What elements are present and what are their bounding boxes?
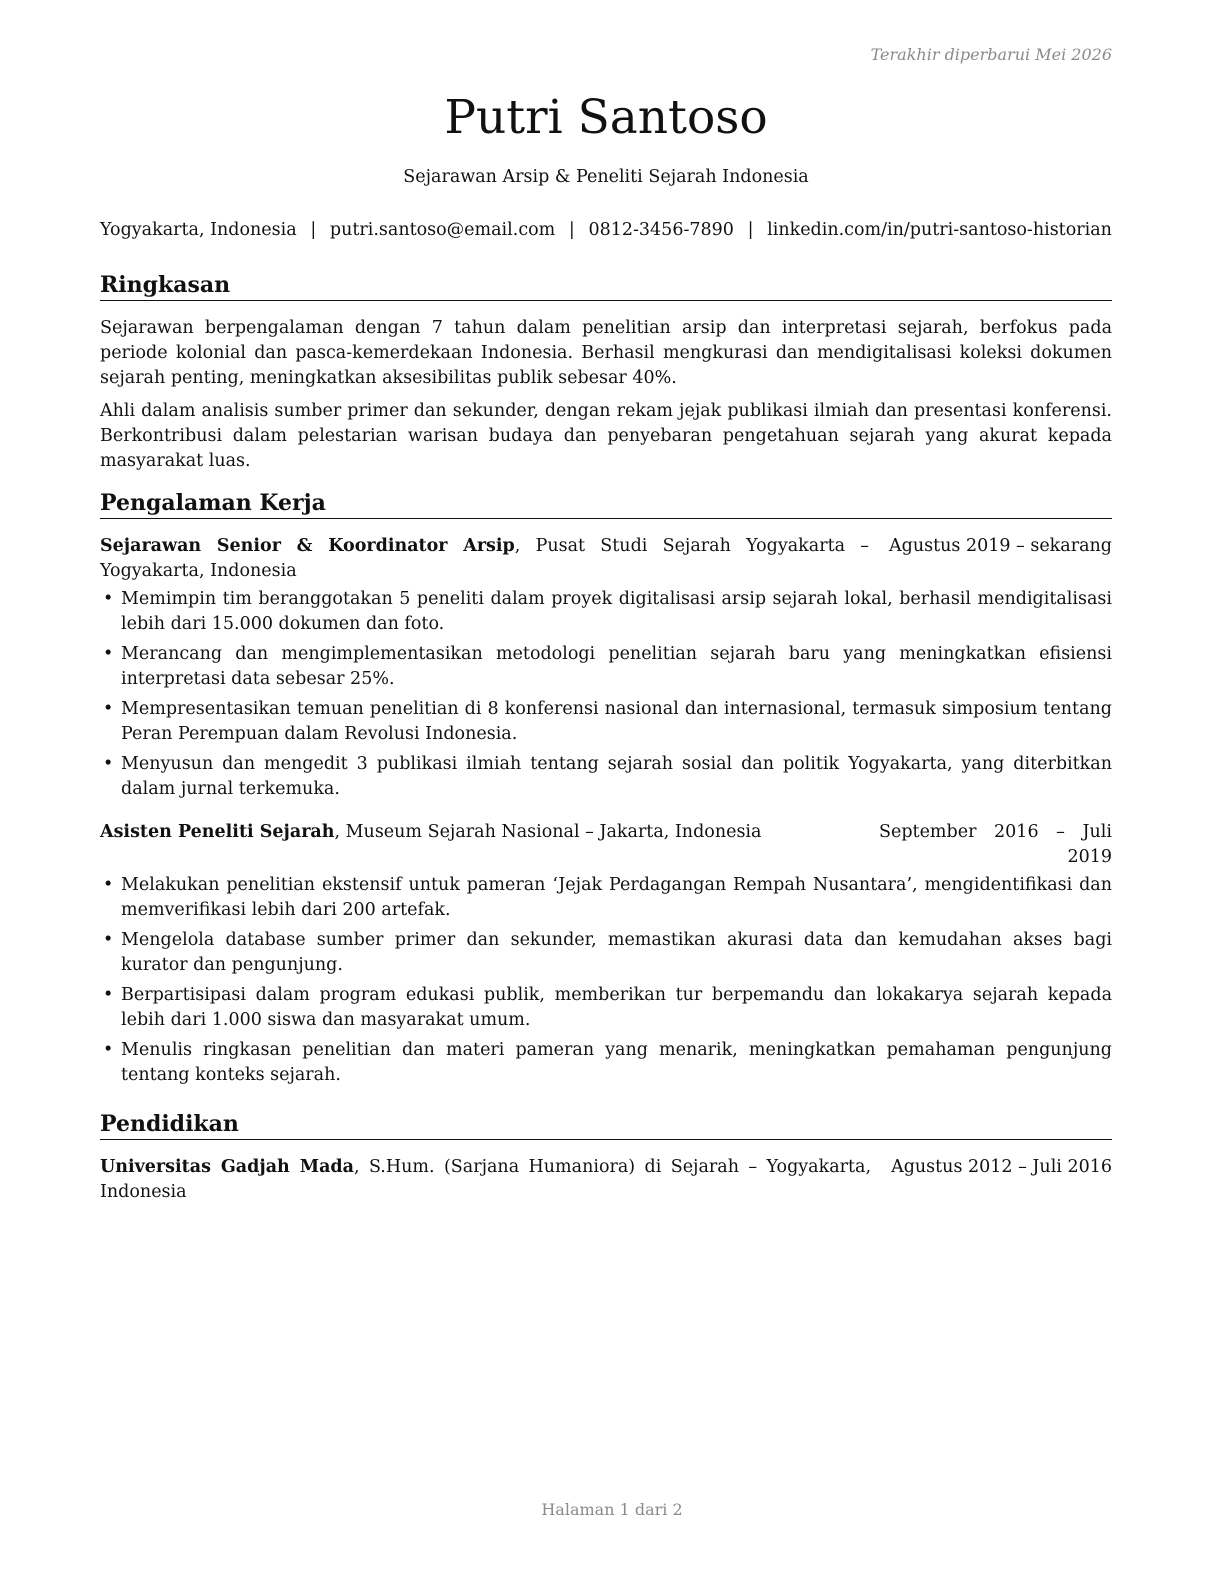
summary-section bbox=[100, 271, 1112, 474]
list-item: • Melakukan penelitian ekstensif untuk pameran ‘Jejak Perdagangan Rempah Nusantara’, mengidentifikasi dan memverifikasi lebih dari 200 artefak. bbox=[100, 873, 1112, 923]
candidate-name: Putri Santoso bbox=[444, 90, 768, 145]
separator: | bbox=[310, 220, 317, 240]
education-entry bbox=[100, 1155, 1112, 1205]
list-item: • Berpartisipasi dalam program edukasi publik, memberikan tur berpemandu dan lokakarya sejarah kepada lebih dari 1.000 siswa dan masyarakat umum. bbox=[100, 983, 1112, 1033]
contact-location: Yogyakarta, Indonesia bbox=[100, 220, 297, 240]
summary-paragraph: Sejarawan berpengalaman dengan 7 tahun dalam penelitian arsip dan interpretasi sejarah, berfokus pada periode kolonial dan pasca-kemerdekaan Indonesia. Berhasil mengkurasi dan mendigitalisasi koleksi dokumen sejarah penting, meningkatkan aksesibilitas publik sebesar 40%. bbox=[100, 318, 1112, 388]
job-entry bbox=[100, 820, 1112, 1088]
education-dates: Agustus 2012 – Juli 2016 bbox=[891, 1157, 1112, 1177]
last-updated: Terakhir diperbarui Mei 2026 bbox=[870, 45, 1112, 64]
resume-page bbox=[100, 0, 1112, 1584]
job-organization: , Museum Sejarah Nasional – Jakarta, Indonesia bbox=[334, 822, 762, 842]
contact-line bbox=[100, 220, 1112, 240]
section-title-summary: Ringkasan bbox=[100, 271, 1112, 301]
job-bullets bbox=[100, 873, 1112, 1088]
job-role: Asisten Peneliti Sejarah bbox=[100, 822, 335, 842]
contact-email[interactable]: putri.santoso@email.com bbox=[329, 220, 556, 240]
list-item: • Memimpin tim beranggotakan 5 peneliti dalam proyek digitalisasi arsip sejarah lokal, berhasil mendigitalisasi lebih dari 15.000 dokumen dan foto. bbox=[100, 587, 1112, 637]
experience-section bbox=[100, 489, 1112, 1093]
education-heading bbox=[100, 1155, 871, 1205]
list-item: • Merancang dan mengimplementasikan metodologi penelitian sejarah baru yang meningkatkan efisiensi interpretasi data sebesar 25%. bbox=[100, 642, 1112, 692]
education-section bbox=[100, 1110, 1112, 1205]
summary-paragraph: Ahli dalam analisis sumber primer dan sekunder, dengan rekam jejak publikasi ilmiah dan presentasi konferensi. Berkontribusi dalam pelestarian warisan budaya dan penyebaran pengetahuan sejarah yang akurat kepada masyarakat luas. bbox=[100, 401, 1112, 471]
job-heading bbox=[100, 820, 859, 845]
job-role: Sejarawan Senior & Koordinator Arsip bbox=[100, 536, 515, 556]
list-item: • Menulis ringkasan penelitian dan materi pameran yang menarik, meningkatkan pemahaman pengunjung tentang konteks sejarah. bbox=[100, 1038, 1112, 1088]
section-title-education: Pendidikan bbox=[100, 1110, 1112, 1140]
separator: | bbox=[747, 220, 754, 240]
education-school: Universitas Gadjah Mada bbox=[100, 1157, 354, 1177]
page-number: Halaman 1 dari 2 bbox=[541, 1500, 683, 1519]
list-item: • Mempresentasikan temuan penelitian di 8 konferensi nasional dan internasional, termasuk simposium tentang Peran Perempuan dalam Revolusi Indonesia. bbox=[100, 697, 1112, 747]
separator: | bbox=[568, 220, 575, 240]
job-bullets bbox=[100, 587, 1112, 802]
job-heading bbox=[100, 534, 869, 584]
job-organization: , Pusat Studi Sejarah Yogyakarta – Yogyakarta, Indonesia bbox=[100, 536, 869, 581]
education-degree: , S.Hum. (Sarjana Humaniora) di Sejarah – Yogyakarta, Indonesia bbox=[100, 1157, 872, 1202]
job-entry bbox=[100, 534, 1112, 802]
list-item: • Menyusun dan mengedit 3 publikasi ilmiah tentang sejarah sosial dan politik Yogyakarta, yang diterbitkan dalam jurnal terkemuka. bbox=[100, 752, 1112, 802]
list-item: • Mengelola database sumber primer dan sekunder, memastikan akurasi data dan kemudahan akses bagi kurator dan pengunjung. bbox=[100, 928, 1112, 978]
job-dates: Agustus 2019 – sekarang bbox=[889, 536, 1112, 556]
headline: Sejarawan Arsip & Peneliti Sejarah Indonesia bbox=[403, 167, 809, 187]
section-title-experience: Pengalaman Kerja bbox=[100, 489, 1112, 519]
job-dates: September 2016 – Juli 2019 bbox=[879, 822, 1112, 867]
contact-linkedin[interactable]: linkedin.com/in/putri-santoso-historian bbox=[767, 220, 1112, 240]
contact-phone[interactable]: 0812-3456-7890 bbox=[588, 220, 734, 240]
